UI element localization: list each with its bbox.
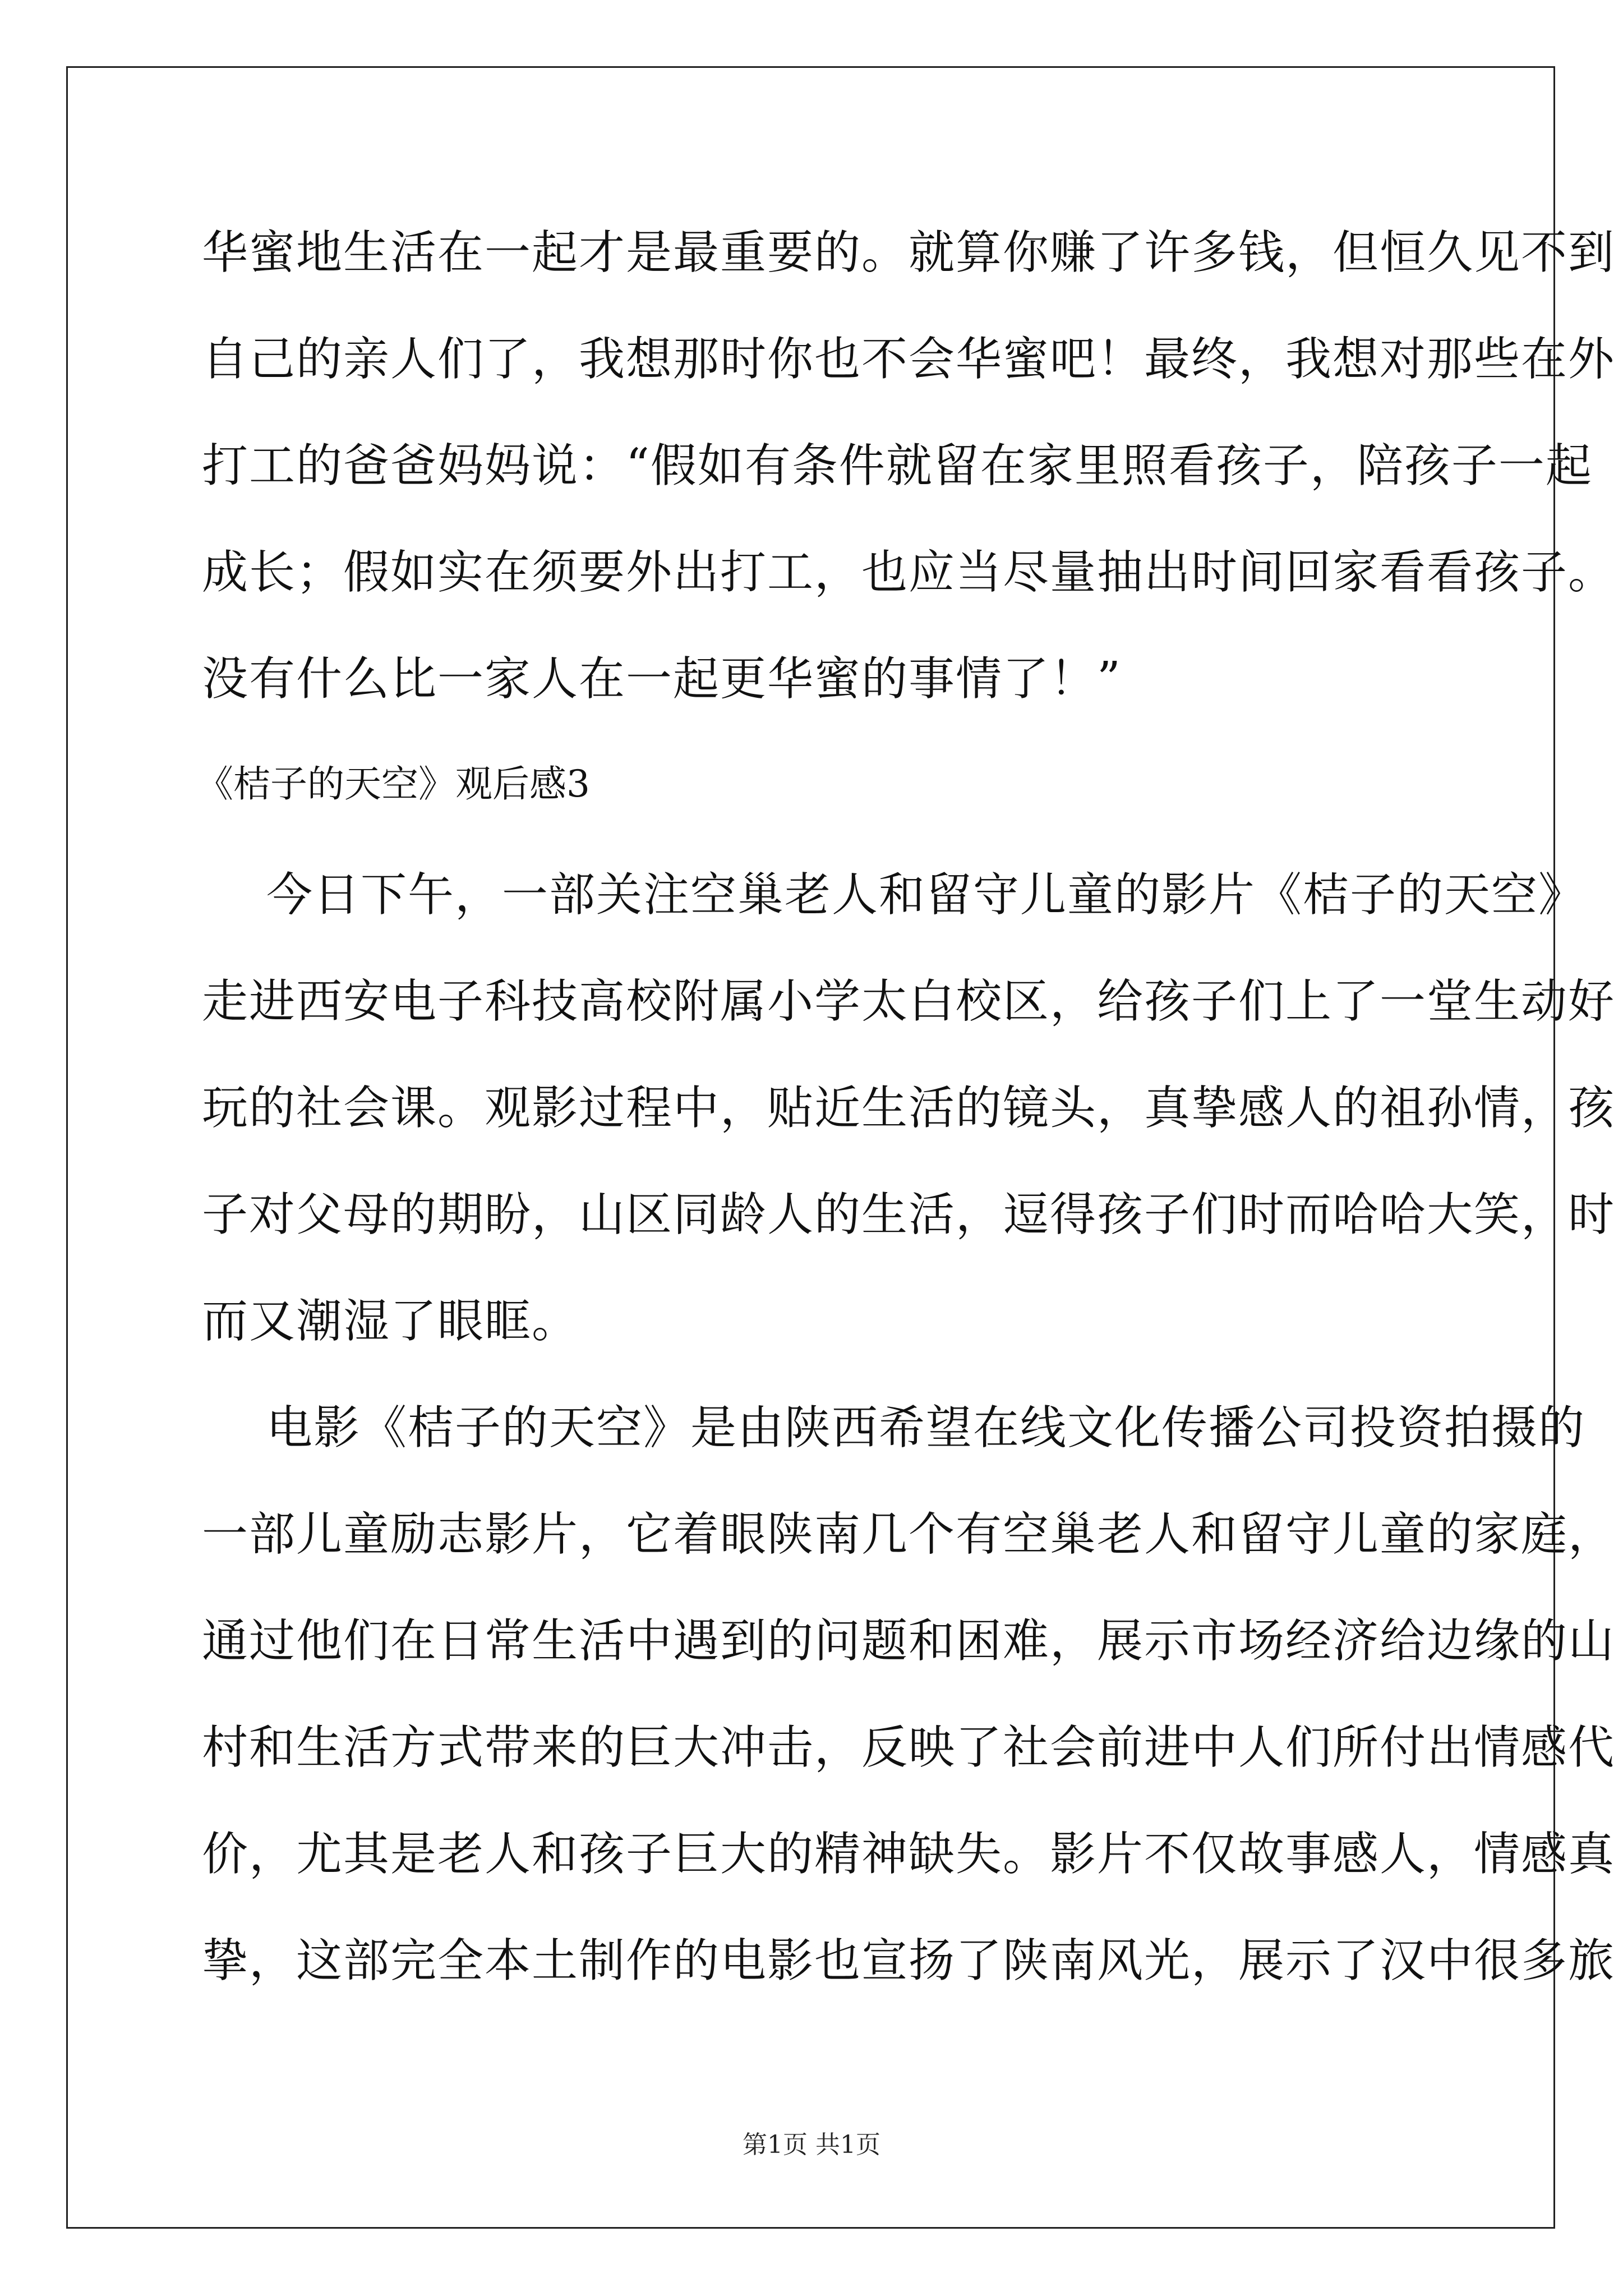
paragraph2-line-3: 通过他们在日常生活中遇到的问题和困难，展示市场经济给边缘的山	[202, 1614, 1616, 1668]
paragraph1-line-2: 走进西安电子科技高校附属小学太白校区，给孩子们上了一堂生动好	[202, 975, 1616, 1028]
paragraph1-line-4: 子对父母的期盼，山区同龄人的生活，逗得孩子们时而哈哈大笑，时	[202, 1188, 1616, 1241]
paragraph2-line-6: 挚，这部完全本土制作的电影也宣扬了陕南风光，展示了汉中很多旅	[202, 1934, 1616, 1987]
continuation-line-4: 成长；假如实在须要外出打工，也应当尽量抽出时间回家看看孩子。	[202, 546, 1616, 599]
paragraph2-line-2: 一部儿童励志影片，它着眼陕南几个有空巢老人和留守儿童的家庭，	[202, 1508, 1616, 1561]
paragraph1-line-1: 今日下午，一部关注空巢老人和留守儿童的影片《桔子的天空》	[266, 868, 1586, 922]
paragraph2-line-4: 村和生活方式带来的巨大冲击，反映了社会前进中人们所付出情感代	[202, 1721, 1616, 1774]
paragraph2-line-1: 电影《桔子的天空》是由陕西希望在线文化传播公司投资拍摄的	[266, 1401, 1586, 1455]
paragraph1-line-5: 而又潮湿了眼眶。	[202, 1295, 579, 1348]
continuation-line-5: 没有什么比一家人在一起更华蜜的事情了！”	[202, 652, 1122, 706]
section-title: 《桔子的天空》观后感3	[196, 762, 590, 806]
continuation-line-1: 华蜜地生活在一起才是最重要的。就算你赚了许多钱，但恒久见不到	[202, 226, 1616, 279]
page-border	[66, 66, 1616, 2229]
continuation-line-3: 打工的爸爸妈妈说：“假如有条件就留在家里照看孩子，陪孩子一起	[202, 439, 1593, 493]
paragraph2-line-5: 价，尤其是老人和孩子巨大的精神缺失。影片不仅故事感人，情感真	[202, 1828, 1616, 1881]
page-number: 第1页 共1页	[743, 2131, 880, 2159]
continuation-line-2: 自己的亲人们了，我想那时你也不会华蜜吧！最终，我想对那些在外	[202, 333, 1616, 386]
paragraph1-line-3: 玩的社会课。观影过程中，贴近生活的镜头，真挚感人的祖孙情，孩	[202, 1082, 1616, 1135]
